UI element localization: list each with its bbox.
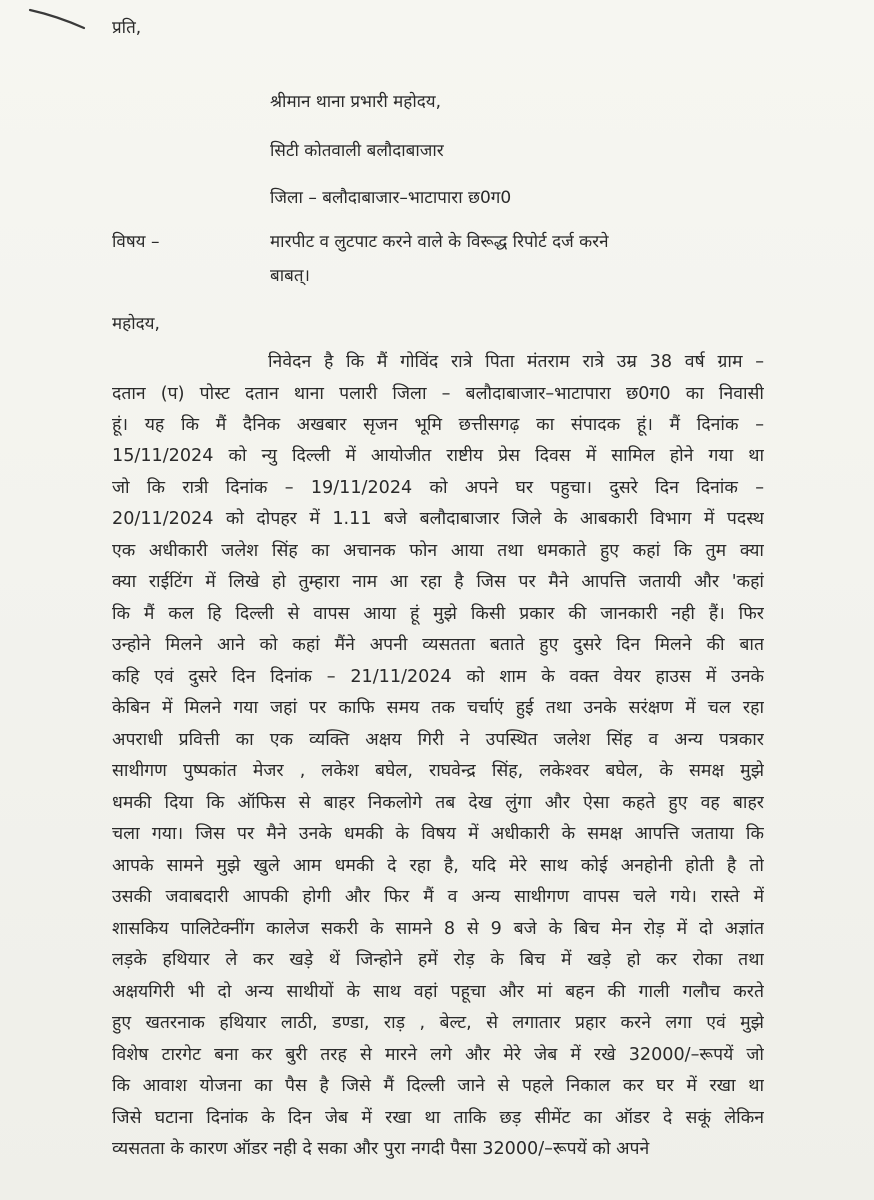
body-line: व्यसतता के कारण ऑडर नही दे सका और पुरा नगदी पैसा 32000/–रूपयें को अपने bbox=[112, 1139, 650, 1159]
greeting: महोदय, bbox=[112, 314, 160, 334]
body-line: शासकिय पालिटेक्नींग कालेज सकरी के सामने 8 से 9 बजे के बिच मेन रोड़ में दो अज्ञांत bbox=[112, 919, 764, 939]
body-line: धमकी दिया कि ऑफिस से बाहर निकलोगे तब देख लुंगा और ऐसा कहते हुए वह बाहर bbox=[112, 793, 764, 813]
body-line: हूं। यह कि मैं दैनिक अखबार सृजन भूमि छत्तीसगढ़ का संपादक हूं। मैं दिनांक – bbox=[112, 415, 764, 435]
body-line: विशेष टारगेट बना कर बुरी तरह से मारने लगे और मेरे जेब में रखे 32000/–रूपयें जो bbox=[112, 1045, 764, 1065]
body-line: दतान (प) पोस्ट दतान थाना पलारी जिला – बलौदाबाजार–भाटापारा छ0ग0 का निवासी bbox=[112, 384, 764, 404]
salutation-to: प्रति, bbox=[112, 18, 142, 38]
body-line: जिसे घटाना दिनांक के दिन जेब में रखा था ताकि छड़ सीमेंट का ऑडर दे सकूं लेकिन bbox=[112, 1108, 764, 1128]
pen-stroke-mark bbox=[28, 4, 88, 32]
body-line: आपके सामने मुझे खुले आम धमकी दे रहा है, यदि मेरे साथ कोई अनहोनी होती है तो bbox=[112, 856, 764, 876]
body-line: केबिन में मिलने गया जहां पर काफि समय तक चर्चाएं हुई तथा उनके सरंक्षण में चल रहा bbox=[112, 698, 764, 718]
address-line-3: जिला – बलौदाबाजार–भाटापारा छ0ग0 bbox=[270, 188, 512, 208]
body-line: क्या राईटिंग में लिखे हो तुम्हारा नाम आ रहा है जिस पर मैने आपत्ति जतायी और 'कहां bbox=[112, 572, 764, 592]
body-line: अपराधी प्रवित्ती का एक व्यक्ति अक्षय गिरी ने उपस्थित जलेश सिंह व अन्य पत्रकार bbox=[112, 730, 764, 750]
body-line: हुए खतरनाक हथियार लाठी, डण्डा, राड़ , बेल्ट, से लगातार प्रहार करने लगा एवं मुझे bbox=[112, 1013, 764, 1033]
subject-line-1: मारपीट व लुटपाट करने वाले के विरूद्ध रिपोर्ट दर्ज करने bbox=[270, 232, 609, 252]
body-line: कि मैं कल हि दिल्ली से वापस आया हूं मुझे किसी प्रकार की जानकारी नही हैं। फिर bbox=[112, 604, 764, 624]
body-line: अक्षयगिरी भी दो अन्य साथीयों के साथ वहां पहूचा और मां बहन की गाली गलौच करते bbox=[112, 982, 764, 1002]
body-line: कि आवाश योजना का पैस है जिसे मैं दिल्ली जाने से पहले निकाल कर घर में रखा था bbox=[112, 1076, 764, 1096]
address-line-2: सिटी कोतवाली बलौदाबाजार bbox=[270, 141, 444, 161]
body-line: साथीगण पुष्पकांत मेजर , लकेश बघेल, राघवेन्द्र सिंह, लकेश्वर बघेल, के समक्ष मुझे bbox=[112, 761, 764, 781]
body-line: जो कि रात्री दिनांक – 19/11/2024 को अपने घर पहुचा। दुसरे दिन दिनांक – bbox=[112, 478, 764, 498]
subject-line-2: बाबत्। bbox=[270, 266, 310, 286]
body-line: चला गया। जिस पर मैने उनके धमकी के विषय में अधीकारी के समक्ष आपत्ति जताया कि bbox=[112, 824, 764, 844]
address-line-1: श्रीमान थाना प्रभारी महोदय, bbox=[270, 92, 442, 112]
body-line: 15/11/2024 को न्यु दिल्ली में आयोजीत राष्टीय प्रेस दिवस में सामिल होने गया था bbox=[112, 446, 764, 466]
body-line: 20/11/2024 को दोपहर में 1.11 बजे बलौदाबाजार जिले के आबकारी विभाग में पदस्थ bbox=[112, 509, 764, 529]
body-line: उन्होने मिलने आने को कहां मैंने अपनी व्यसतता बताते हुए दुसरे दिन मिलने की बात bbox=[112, 635, 764, 655]
body-line: कहि एवं दुसरे दिन दिनांक – 21/11/2024 को शाम के वक्त वेयर हाउस में उनके bbox=[112, 667, 764, 687]
body-line: एक अधीकारी जलेश सिंह का अचानक फोन आया तथा धमकाते हुए कहां कि तुम क्या bbox=[112, 541, 764, 561]
body-line: निवेदन है कि मैं गोविंद रात्रे पिता मंतराम रात्रे उम्र 38 वर्ष ग्राम – bbox=[268, 352, 764, 372]
body-line: उसकी जवाबदारी आपकी होगी और फिर मैं व अन्य साथीगण वापस चले गये। रास्ते में bbox=[112, 887, 764, 907]
subject-label: विषय – bbox=[112, 232, 160, 252]
body-line: लड़के हथियार ले कर खड़े थें जिन्होने हमें रोड़ के बिच में खड़े हो कर रोका तथा bbox=[112, 950, 764, 970]
